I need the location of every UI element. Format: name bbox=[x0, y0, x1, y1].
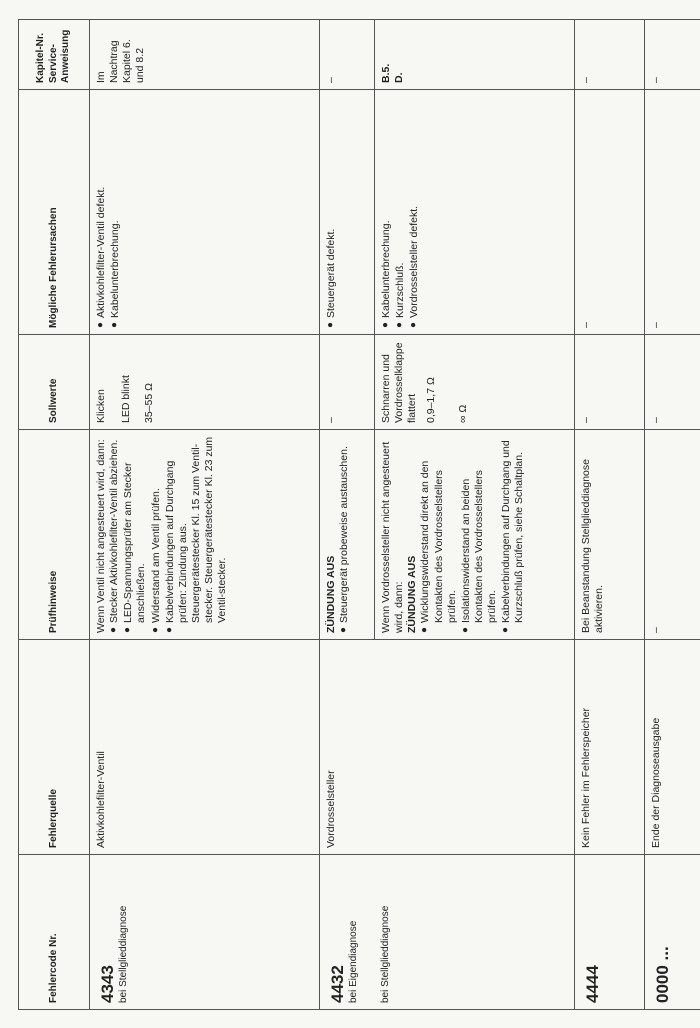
fault-code: 4444 bbox=[583, 965, 602, 1003]
check-intro: Wenn Vordrosselsteller nicht angesteuert wird, dann: bbox=[380, 441, 406, 633]
header-target: Sollwerte bbox=[19, 335, 90, 430]
target-cell bbox=[90, 335, 320, 430]
target-cell: – bbox=[575, 335, 645, 430]
header-chapter: Kapitel-Nr. Service-Anweisung bbox=[19, 20, 90, 90]
header-check: Prüfhinweise bbox=[19, 430, 90, 640]
causes-cell: – bbox=[575, 90, 645, 335]
table-row bbox=[90, 20, 320, 1010]
causes-cell bbox=[375, 90, 575, 335]
target-value: LED blinkt bbox=[120, 375, 133, 423]
chapter-cell: Im Nachtrag Kapitel 6. und 8.2 bbox=[90, 20, 320, 90]
table-row bbox=[645, 20, 700, 1010]
list-item: ● Kabelverbindungen auf Durchgang und Kurzschluß prüfen, siehe Schaltplan. bbox=[500, 436, 526, 633]
target-value: Schnarren und Vordrosselklappe flattert bbox=[380, 342, 419, 423]
check-cell bbox=[375, 430, 575, 640]
causes-cell: – bbox=[645, 90, 700, 335]
code-cell bbox=[320, 855, 375, 1010]
header-code: Fehlercode Nr. bbox=[19, 855, 90, 1010]
list-item: ● Kabelunterbrechung. bbox=[109, 96, 122, 328]
source-cell: Kein Fehler im Fehlerspeicher bbox=[575, 640, 645, 855]
list-item: ● Vordrosselsteller defekt. bbox=[408, 96, 421, 328]
list-item: ● Wicklungswiderstand direkt an den Kontakten des Vordrosselstellers prüfen. bbox=[419, 436, 458, 633]
check-cell: Bei Beanstandung Stellglieddiagnose aktivieren. bbox=[575, 430, 645, 640]
header-causes: Mögliche Fehlerursachen bbox=[19, 90, 90, 335]
list-item: ● Widerstand am Ventil prüfen. bbox=[150, 436, 163, 633]
table-row bbox=[375, 20, 575, 1010]
fault-code: 0000 ... bbox=[653, 946, 672, 1003]
causes-cell bbox=[320, 90, 375, 335]
fault-code-mode: bei Eigendiagnose bbox=[348, 920, 360, 1003]
check-cell bbox=[320, 430, 375, 640]
list-item: ● Steuergerät defekt. bbox=[325, 96, 338, 328]
code-cell bbox=[645, 855, 700, 1010]
target-cell: – bbox=[320, 335, 375, 430]
causes-cell bbox=[90, 90, 320, 335]
fault-code-table bbox=[18, 19, 700, 1010]
target-value: 0,9–1,7 Ω bbox=[425, 377, 438, 423]
source-cell: Ende der Diagnoseausgabe bbox=[645, 640, 700, 855]
source-cell: Vordrosselsteller bbox=[320, 640, 375, 855]
list-item: ● Stecker Aktivkohlefilter-Ventil abziehen. bbox=[108, 436, 121, 633]
chapter-cell: – bbox=[575, 20, 645, 90]
fault-code: 4343 bbox=[98, 965, 117, 1003]
fault-code-mode: bei Stellglieddiagnose bbox=[379, 905, 391, 1003]
table-header-row bbox=[19, 20, 90, 1010]
list-item: ● Aktivkohlefilter-Ventil defekt. bbox=[95, 96, 108, 328]
target-cell: – bbox=[645, 335, 700, 430]
rotated-table-page bbox=[18, 20, 678, 1010]
list-item: ● Isolationswiderstand an beiden Kontakten des Vordrosselstellers prüfen. bbox=[460, 436, 499, 633]
fault-code-mode: bei Stellglieddiagnose bbox=[118, 905, 130, 1003]
chapter-cell: – bbox=[645, 20, 700, 90]
list-item: ● Kabelverbindungen auf Durchgang prüfen: Zündung aus. Steuergerätestecker Kl. 15 zum Ventil-stecker. Steuergerätestecker Kl. 23 zum Ventil-stecker. bbox=[164, 436, 230, 633]
source-cell: Aktivkohlefilter-Ventil bbox=[90, 640, 320, 855]
list-item: ● Kabelunterbrechung. bbox=[380, 96, 393, 328]
target-value: ∞ Ω bbox=[456, 404, 469, 423]
code-cell bbox=[575, 855, 645, 1010]
target-value: 35–55 Ω bbox=[143, 383, 156, 423]
table-row bbox=[320, 20, 375, 1010]
code-cell bbox=[375, 855, 575, 1010]
code-cell bbox=[90, 855, 320, 1010]
check-bold: ZÜNDUNG AUS bbox=[325, 555, 337, 633]
check-cell: – bbox=[645, 430, 700, 640]
target-cell bbox=[375, 335, 575, 430]
check-bold: ZÜNDUNG AUS bbox=[406, 555, 419, 633]
table-row bbox=[575, 20, 645, 1010]
list-item: ● Kurzschluß. bbox=[394, 96, 407, 328]
list-item: ● LED-Spannungsprüfer am Stecker anschließen. bbox=[122, 436, 148, 633]
source-cell bbox=[375, 640, 575, 855]
header-source: Fehlerquelle bbox=[19, 640, 90, 855]
target-value: Klicken bbox=[95, 389, 107, 423]
fault-code: 4432 bbox=[328, 965, 347, 1003]
check-cell bbox=[90, 430, 320, 640]
list-item: ● Steuergerät probeweise austauschen. bbox=[338, 436, 351, 633]
chapter-ref: B.5. bbox=[380, 63, 392, 83]
chapter-cell bbox=[375, 20, 575, 90]
check-intro: Wenn Ventil nicht angesteuert wird, dann: bbox=[95, 439, 107, 633]
chapter-ref: D. bbox=[393, 72, 406, 83]
chapter-cell: – bbox=[320, 20, 375, 90]
